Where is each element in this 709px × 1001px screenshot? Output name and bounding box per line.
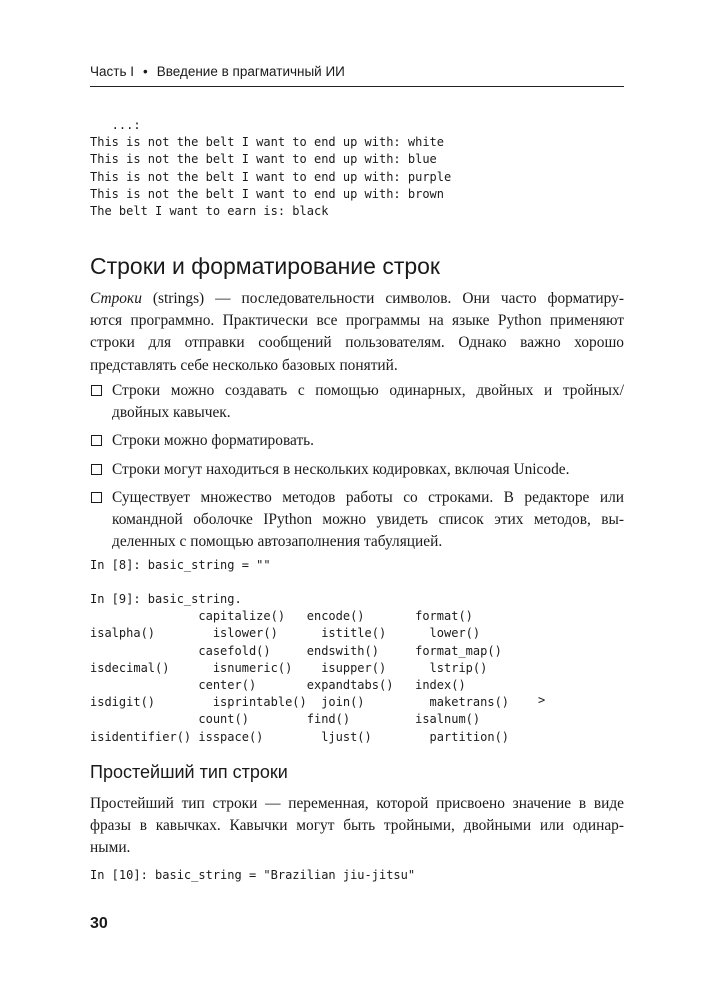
header-part: Часть I (90, 64, 134, 79)
intro-line-4: представлять себе несколько базовых понятий. (90, 356, 398, 374)
page-number: 30 (90, 915, 108, 932)
intro-paragraph (90, 288, 624, 377)
code-in8: In [8]: basic_string = "" (90, 558, 271, 572)
header-title: Введение в прагматичный ИИ (156, 64, 345, 79)
bullet-item: Существует множество методов работы со строками. В редакторе или командной оболочке IPython можно увидеть список этих методов, вы- деленных с помощью автозаполнения табуляцией. (90, 487, 624, 554)
running-header (90, 64, 624, 87)
code-output-belts: ...: This is not the belt I want to end up with: white This is not the belt I want to end up with: blue This is not the belt I want to end up with: purple This is not the belt I want to end up with: brown The belt I want to earn is: black (90, 118, 452, 219)
bullet-list (90, 380, 624, 553)
bullet-item: Строки могут находиться в нескольких кодировках, включая Unicode. (90, 459, 624, 481)
code-in10: In [10]: basic_string = "Brazilian jiu-jitsu" (90, 868, 416, 882)
checkbox-square-icon (91, 435, 102, 446)
section-title: Строки и форматирование строк (90, 253, 440, 279)
checkbox-square-icon (91, 385, 102, 396)
bullet-item: Строки можно создавать с помощью одинарных, двойных и тройных/ двойных кавычек. (90, 380, 624, 424)
bullet-item: Строки можно форматировать. (90, 430, 624, 452)
intro-term: Строки (90, 290, 142, 307)
intro-line-3: строки для отправки сообщений пользователям. Однако важно хорошо (90, 334, 624, 352)
header-separator: • (142, 64, 148, 79)
checkbox-square-icon (91, 464, 102, 475)
intro-line-1: Строки (strings) — последовательности символов. Они часто форматиру- (90, 290, 624, 307)
intro-line-2: ются программно. Практически все программы на языке Python применяют (90, 312, 624, 330)
simple-string-paragraph: Простейший тип строки — переменная, которой присвоено значение в виде фразы в кавычках. Кавычки могут быть тройными, двойными или одинар- ными. (90, 795, 624, 857)
more-arrow-icon: > (538, 693, 546, 707)
code-in9-completions: In [9]: basic_string. capitalize() encode() format() isalpha() islower() istitle() lower() casefold() endswith() format_map() isdecimal() isnumeric() isupper() lstrip() center() expandtabs() index() isdigit() isprintable() join() maketrans() count() find() isalnum() isidentifier() isspace() ljust() partition() (90, 592, 510, 744)
subsection-title: Простейший тип строки (90, 762, 288, 782)
checkbox-square-icon (91, 492, 102, 503)
